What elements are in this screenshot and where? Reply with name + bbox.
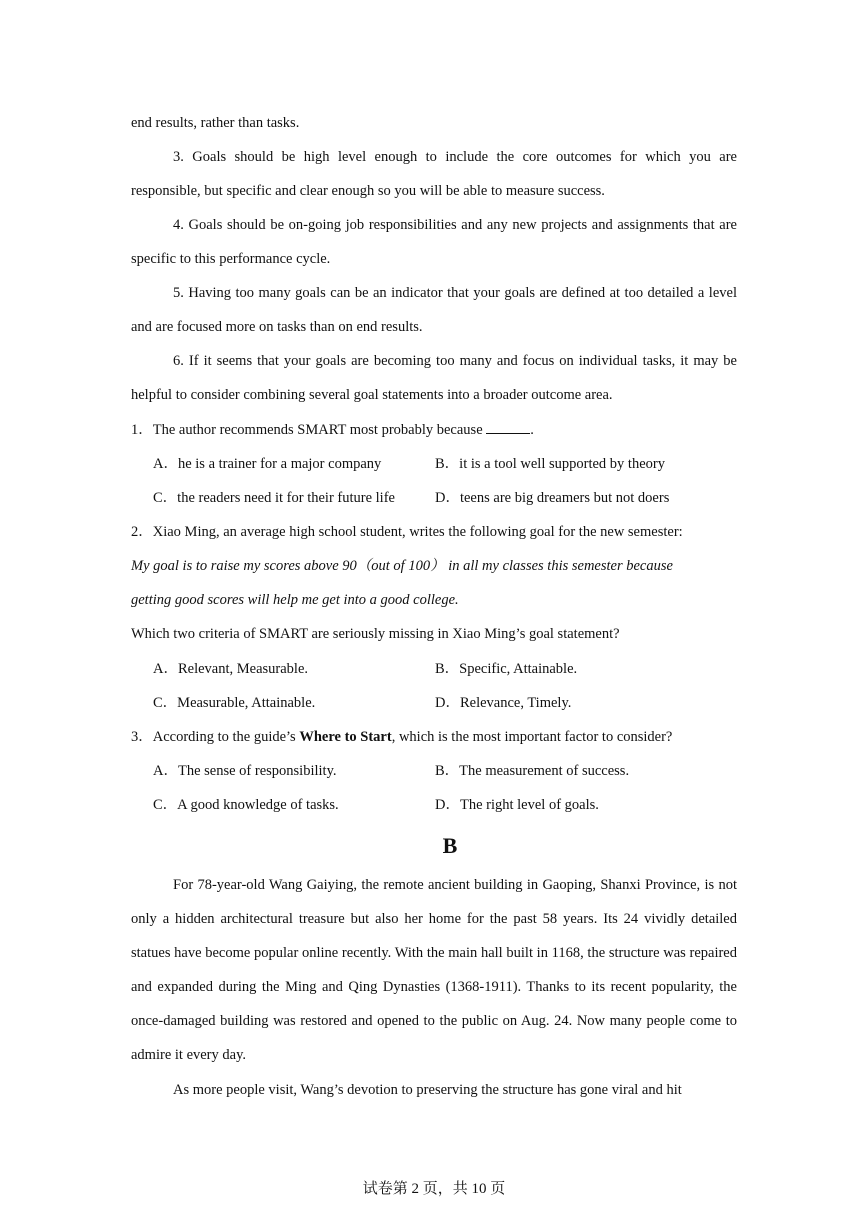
question-3-text-post: , which is the most important factor to consider? — [391, 729, 673, 745]
question-3-option-b: B．The measurement of success. — [435, 763, 630, 779]
question-2-quote-line-2: getting good scores will help me get into a good college. — [131, 592, 459, 608]
paragraph-goal-5: 5. Having too many goals can be an indicator that your goals are defined at too detailed a level and are focused more on tasks than on end results. — [131, 285, 737, 335]
question-2-question: Which two criteria of SMART are seriously missing in Xiao Ming’s goal statement? — [131, 626, 620, 642]
paragraph-end-results: end results, rather than tasks. — [131, 115, 300, 131]
question-1-option-b: B．it is a tool well supported by theory — [435, 456, 665, 472]
paragraph-goal-3: 3. Goals should be high level enough to include the core outcomes for which you are responsible, but specific and clear enough so you will be able to measure success. — [131, 149, 737, 199]
question-3-option-d: D．The right level of goals. — [435, 797, 599, 813]
question-2-stem: 2．Xiao Ming, an average high school student, writes the following goal for the new semester: — [131, 524, 683, 540]
paragraph-goal-4: 4. Goals should be on-going job responsibilities and any new projects and assignments that are specific to this performance cycle. — [131, 217, 737, 267]
paragraph-goal-6: 6. If it seems that your goals are becoming too many and focus on individual tasks, it may be helpful to consider combining several goal statements into a broader outcome area. — [131, 353, 737, 403]
answer-blank — [486, 421, 530, 434]
question-1-option-a: A．he is a trainer for a major company — [153, 456, 382, 472]
question-1-text: 1．The author recommends SMART most probably because — [131, 422, 483, 438]
question-3-bold-term: Where to Start — [299, 729, 392, 745]
question-3-text-pre: 3．According to the guide’s — [131, 729, 300, 745]
question-1-end: . — [530, 422, 534, 438]
question-1-option-c: C．the readers need it for their future life — [153, 490, 395, 506]
question-1-option-d: D．teens are big dreamers but not doers — [435, 490, 670, 506]
question-2-option-d: D．Relevance, Timely. — [435, 695, 572, 711]
question-2-option-b: B．Specific, Attainable. — [435, 661, 578, 677]
question-2-quote-line-1: My goal is to raise my scores above 90（out of 100） in all my classes this semester because — [131, 558, 673, 574]
section-b-paragraph-1: For 78-year-old Wang Gaiying, the remote ancient building in Gaoping, Shanxi Province, is not only a hidden architectural treasure but also her home for the past 58 years. Its 24 vividly detailed statues have become popular online recently. With the main hall built in 1168, the structure was repaired and expanded during the Ming and Qing Dynasties (1368-1911). Thanks to its recent popularity, the once-damaged building was restored and opened to the public on Aug. 24. Now many people come to admire it every day. — [131, 877, 737, 1063]
question-3-option-c: C．A good knowledge of tasks. — [153, 797, 339, 813]
question-1-stem — [131, 420, 534, 440]
question-3-option-a: A．The sense of responsibility. — [153, 763, 337, 779]
question-3-stem — [131, 727, 672, 747]
question-2-option-a: A．Relevant, Measurable. — [153, 661, 309, 677]
page-footer: 试卷第 2 页，共 10 页 — [362, 1181, 506, 1197]
section-b-heading: B — [442, 833, 458, 858]
section-b-paragraph-2: As more people visit, Wang’s devotion to preserving the structure has gone viral and hit — [173, 1082, 682, 1098]
question-2-option-c: C．Measurable, Attainable. — [153, 695, 316, 711]
